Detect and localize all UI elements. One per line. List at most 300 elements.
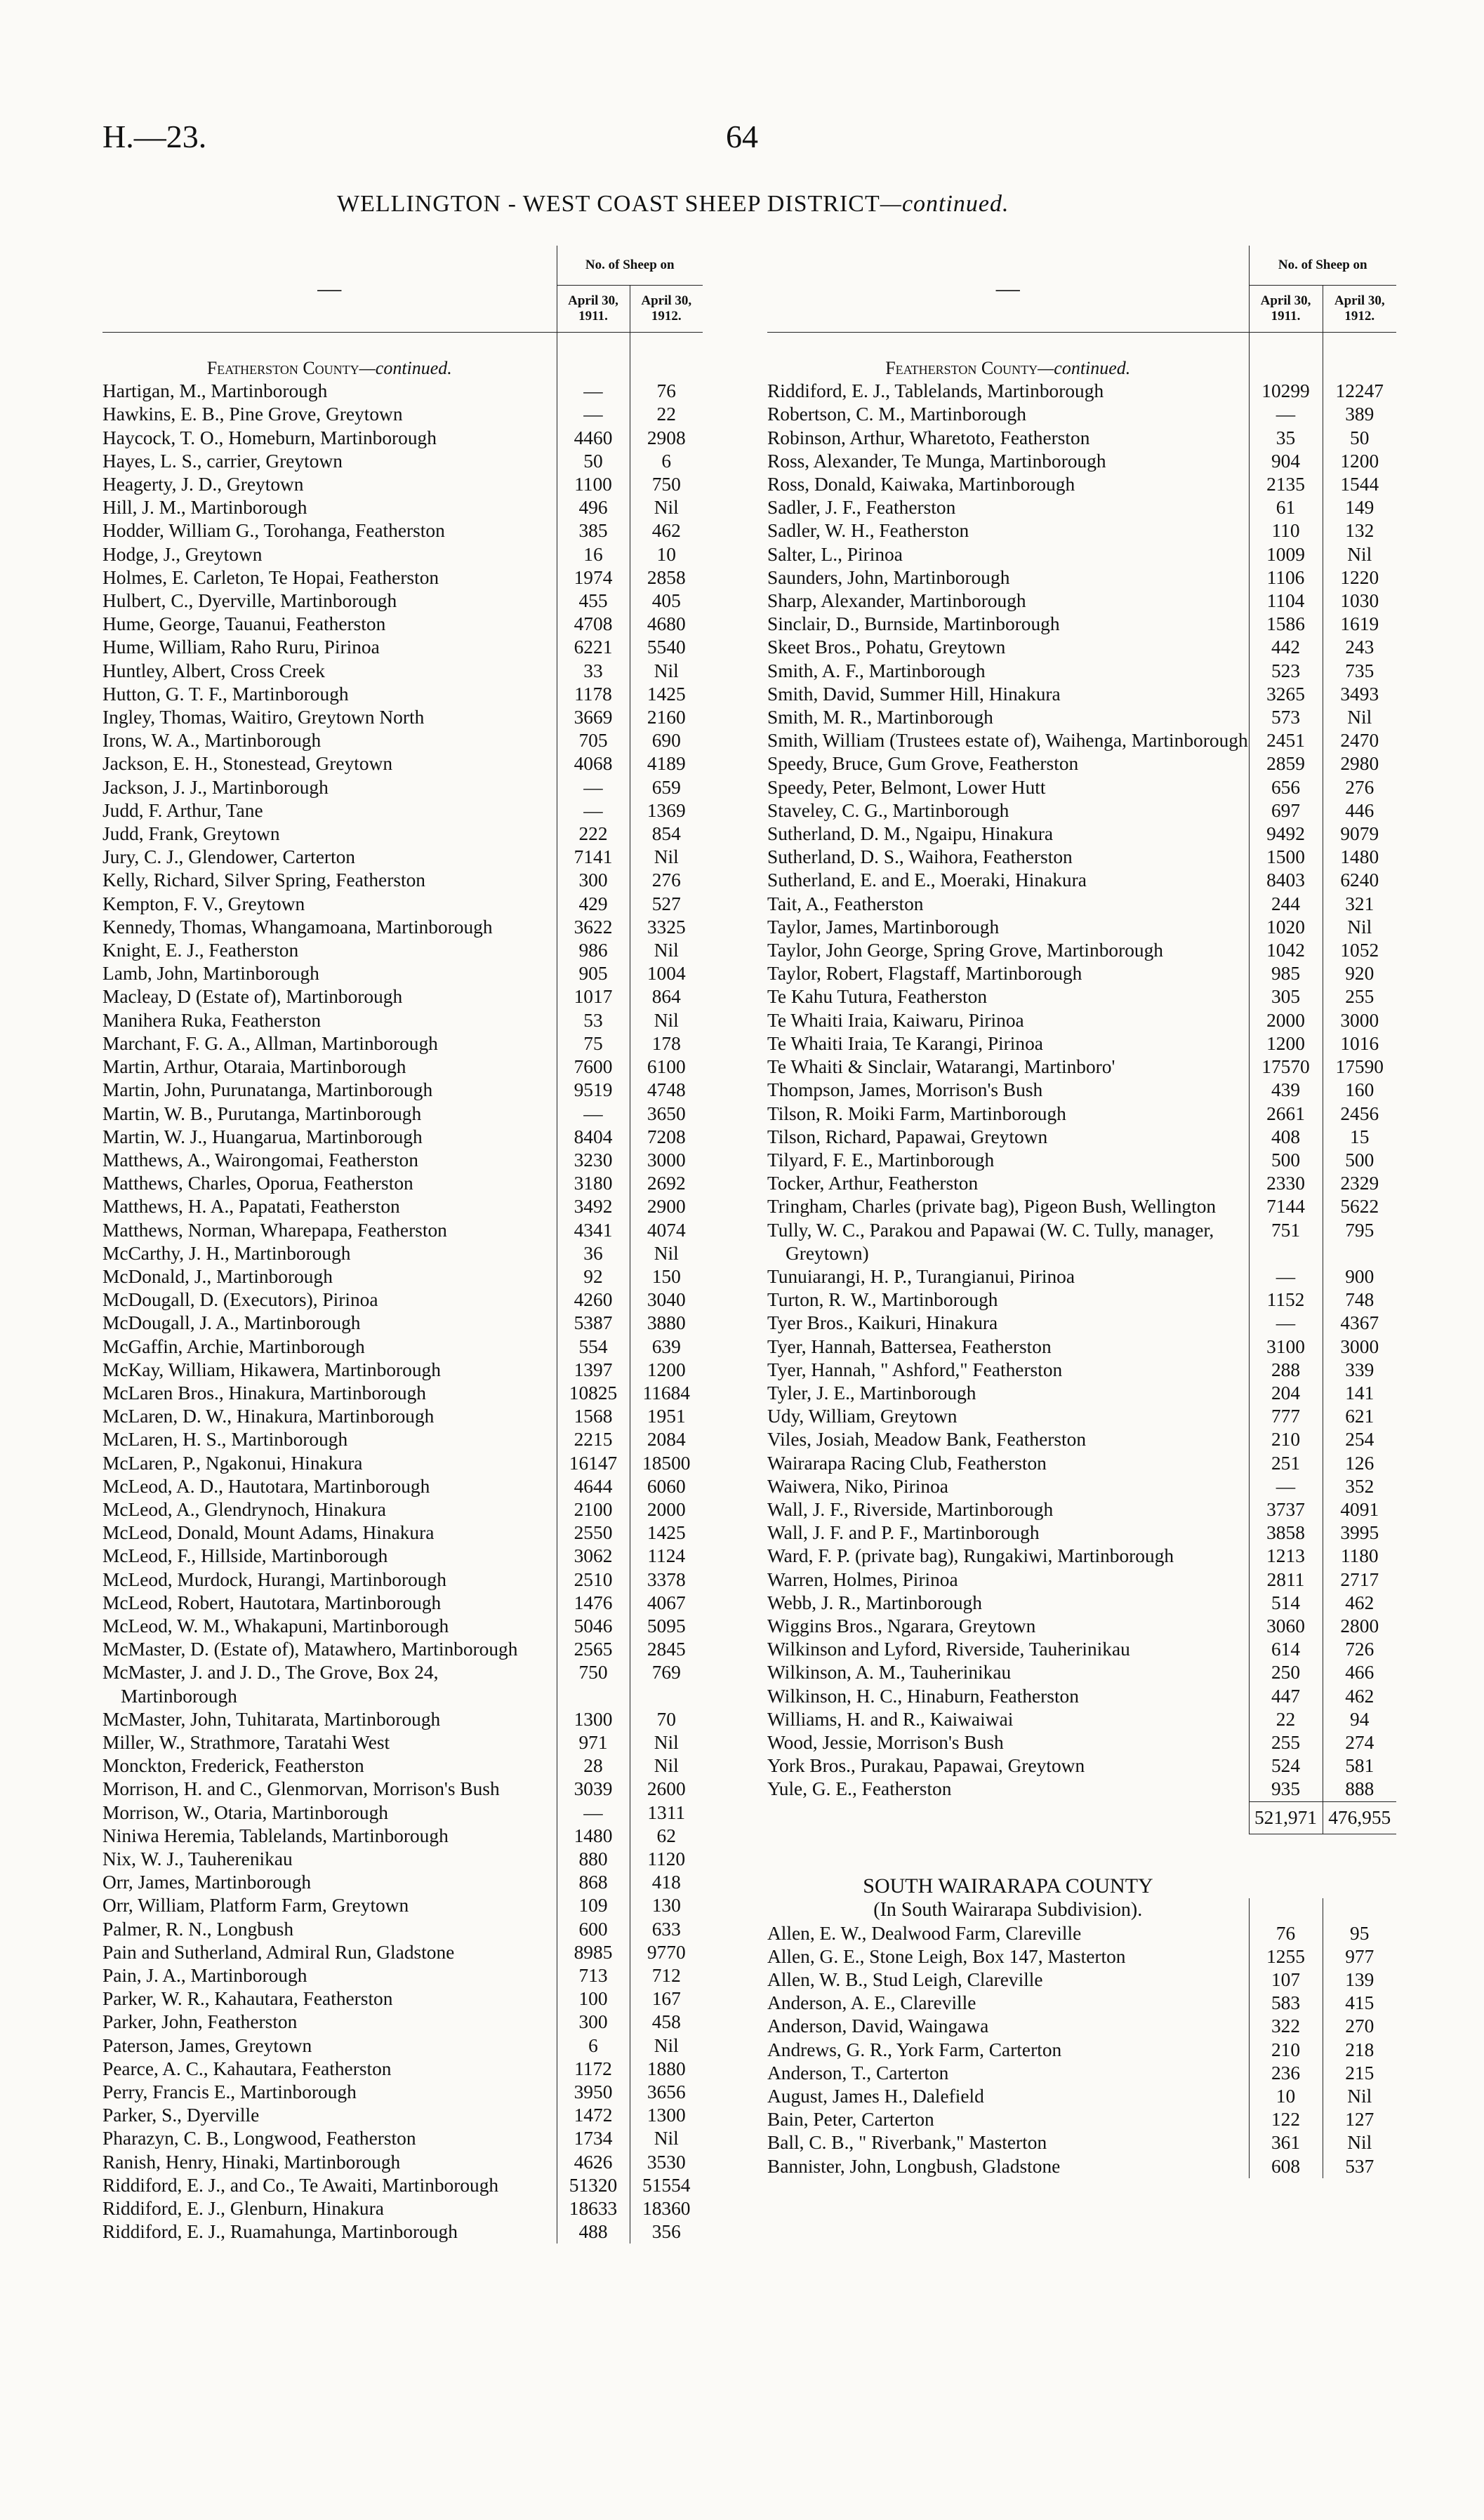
table-row: [767, 1545, 1396, 1568]
table-row: [102, 1312, 703, 1335]
owner-name: Morrison, H. and C., Glenmorvan, Morrison's Bush: [102, 1778, 500, 1800]
sheep-1912: 51554: [630, 2174, 703, 2197]
owner-name: Riddiford, E. J., and Co., Te Awaiti, Martinborough: [102, 2174, 499, 2196]
sheep-1911: 442: [1249, 636, 1323, 659]
total-row: [767, 1801, 1396, 1834]
sheep-1911: 429: [557, 893, 630, 916]
sheep-1911: 2135: [1249, 473, 1323, 496]
owner-name: Skeet Bros., Pohatu, Greytown: [767, 636, 1006, 658]
sheep-1911: 439: [1249, 1079, 1323, 1102]
sheep-1912: 462: [630, 519, 703, 542]
owner-name: Yule, G. E., Featherston: [767, 1778, 952, 1800]
owner-name: Hulbert, C., Dyerville, Martinborough: [102, 590, 397, 612]
sheep-1911: 2550: [557, 1521, 630, 1545]
owner-name: Niniwa Heremia, Tablelands, Martinborough: [102, 1825, 449, 1846]
sheep-1912: 149: [1323, 496, 1396, 519]
owner-name: Tully, W. C., Parakou and Papawai (W. C. Tully, manager, Greytown): [767, 1219, 1214, 1264]
sheep-1911: 16147: [557, 1452, 630, 1475]
sheep-1911: 8404: [557, 1126, 630, 1149]
owner-name: Sutherland, D. M., Ngaipu, Hinakura: [767, 823, 1053, 845]
table-row: [767, 519, 1396, 542]
table-row: [767, 1102, 1396, 1126]
table-row: [767, 427, 1396, 450]
county-heading-row: [767, 1834, 1396, 1898]
sheep-1912: 581: [1323, 1754, 1396, 1778]
owner-name: Heagerty, J. D., Greytown: [102, 474, 304, 495]
sheep-1912: 132: [1323, 519, 1396, 542]
sheep-1911: 251: [1249, 1452, 1323, 1475]
table-row: [102, 1568, 703, 1592]
sheep-1911: 1178: [557, 683, 630, 706]
sheep-1912: 4074: [630, 1219, 703, 1242]
table-row: [102, 985, 703, 1008]
table-row: [767, 2108, 1396, 2131]
table-row: [767, 706, 1396, 729]
sheep-1911: 935: [1249, 1778, 1323, 1801]
owner-name: Andrews, G. R., York Farm, Carterton: [767, 2039, 1062, 2060]
sheep-1912: 4067: [630, 1592, 703, 1615]
sheep-1912: 659: [630, 776, 703, 799]
sheep-1911: 3062: [557, 1545, 630, 1568]
owner-name: Te Whaiti Iraia, Kaiwaru, Pirinoa: [767, 1009, 1024, 1031]
table-row: [102, 1219, 703, 1242]
table-row: [767, 1055, 1396, 1079]
table-row: [767, 1778, 1396, 1801]
owner-name: Lamb, John, Martinborough: [102, 963, 319, 985]
sheep-1912: 1016: [1323, 1032, 1396, 1055]
table-row: [102, 1265, 703, 1288]
table-row: [767, 403, 1396, 426]
sheep-1912: 712: [630, 1964, 703, 1987]
sheep-1912: 415: [1323, 1992, 1396, 2015]
owner-name: Williams, H. and R., Kaiwaiwai: [767, 1708, 1014, 1730]
sheep-1912: 22: [630, 403, 703, 426]
right-table: [767, 246, 1396, 2178]
owner-name: Bain, Peter, Carterton: [767, 2109, 934, 2131]
sheep-1912: 1369: [630, 799, 703, 822]
table-row: [767, 1475, 1396, 1498]
sheep-1911: 1472: [557, 2104, 630, 2127]
sheep-1912: 276: [1323, 776, 1396, 799]
owner-name: Anderson, A. E., Clareville: [767, 1992, 976, 2014]
owner-name: Tringham, Charles (private bag), Pigeon Bush, Wellington: [767, 1196, 1217, 1218]
table-row: [767, 683, 1396, 706]
sheep-1912: Nil: [630, 846, 703, 869]
sheep-1911: 8985: [557, 1941, 630, 1964]
sheep-1911: 3858: [1249, 1521, 1323, 1545]
owner-name: Taylor, John George, Spring Grove, Martinborough: [767, 940, 1163, 961]
sheep-1911: 2451: [1249, 729, 1323, 752]
sheep-1912: 2845: [630, 1638, 703, 1661]
table-row: [102, 2081, 703, 2104]
section-heading: Featherston County—continued.: [885, 358, 1131, 378]
owner-name: Thompson, James, Morrison's Bush: [767, 1079, 1043, 1101]
owner-name: Allen, W. B., Stud Leigh, Clareville: [767, 1968, 1043, 1990]
table-row: [102, 1638, 703, 1661]
owner-name: McDonald, J., Martinborough: [102, 1265, 333, 1287]
owner-name: Tilson, Richard, Papawai, Greytown: [767, 1126, 1048, 1147]
table-row: [767, 2062, 1396, 2085]
owner-name: August, James H., Dalefield: [767, 2085, 984, 2107]
title-main: WELLINGTON - WEST COAST SHEEP DISTRICT: [337, 191, 880, 217]
sheep-1912: 126: [1323, 1452, 1396, 1475]
sheep-1911: 656: [1249, 776, 1323, 799]
owner-name: McGaffin, Archie, Martinborough: [102, 1335, 365, 1357]
sheep-1911: 76: [1249, 1922, 1323, 1945]
sheep-1911: 110: [1249, 519, 1323, 542]
table-row: [767, 1172, 1396, 1195]
table-row: [767, 1288, 1396, 1312]
sheep-1912: 3650: [630, 1102, 703, 1126]
table-row: [767, 1359, 1396, 1382]
owner-name: Tilyard, F. E., Martinborough: [767, 1149, 995, 1171]
sheep-1911: 2510: [557, 1568, 630, 1592]
sheep-1911: 1734: [557, 2127, 630, 2150]
sheep-1912: 167: [630, 1987, 703, 2011]
name-column-header: —: [767, 246, 1249, 333]
owner-name: Tyer Bros., Kaikuri, Hinakura: [767, 1312, 998, 1334]
owner-name: Tilson, R. Moiki Farm, Martinborough: [767, 1102, 1066, 1124]
sheep-1911: 4460: [557, 427, 630, 450]
table-row: [767, 2039, 1396, 2062]
owner-name: McLeod, Murdock, Hurangi, Martinborough: [102, 1568, 446, 1590]
sheep-1912: 3000: [1323, 1009, 1396, 1032]
table-row: [767, 1428, 1396, 1451]
owner-name: McLeod, A., Glendrynoch, Hinakura: [102, 1498, 386, 1520]
owner-name: McKay, William, Hikawera, Martinborough: [102, 1359, 441, 1380]
sheep-1911: 904: [1249, 450, 1323, 473]
table-row: [767, 450, 1396, 473]
sheep-1912: 6: [630, 450, 703, 473]
sheep-1912: 2717: [1323, 1568, 1396, 1592]
owner-name: Wilkinson and Lyford, Riverside, Tauherinikau: [767, 1639, 1130, 1660]
sheep-1912: 864: [630, 985, 703, 1008]
owner-name: Riddiford, E. J., Ruamahunga, Martinborough: [102, 2221, 458, 2243]
sheep-1911: 2100: [557, 1498, 630, 1521]
sheep-1911: 361: [1249, 2131, 1323, 2154]
sheep-1912: 1124: [630, 1545, 703, 1568]
table-row: [102, 1359, 703, 1382]
sheep-count-group-header: No. of Sheep on: [1249, 246, 1396, 286]
owner-name: Wiggins Bros., Ngarara, Greytown: [767, 1615, 1036, 1636]
sheep-1912: 458: [630, 2011, 703, 2034]
owner-name: Hutton, G. T. F., Martinborough: [102, 683, 349, 705]
sheep-1912: 1220: [1323, 566, 1396, 589]
sheep-1911: 53: [557, 1009, 630, 1032]
sheep-1911: 614: [1249, 1638, 1323, 1661]
table-row: [767, 496, 1396, 519]
owner-name: Perry, Francis E., Martinborough: [102, 2081, 357, 2103]
sheep-1911: 3492: [557, 1195, 630, 1218]
section-heading-row: [767, 333, 1396, 380]
owner-name: Taylor, Robert, Flagstaff, Martinborough: [767, 963, 1082, 985]
table-row: [102, 729, 703, 752]
owner-name: Viles, Josiah, Meadow Bank, Featherston: [767, 1429, 1087, 1451]
table-row: [767, 380, 1396, 403]
sheep-1912: 255: [1323, 985, 1396, 1008]
sheep-1912: 9770: [630, 1941, 703, 1964]
sheep-1912: 2470: [1323, 729, 1396, 752]
owner-name: McMaster, D. (Estate of), Matawhero, Martinborough: [102, 1639, 518, 1660]
owner-name: Holmes, E. Carleton, Te Hopai, Featherston: [102, 566, 439, 588]
sheep-1911: 455: [557, 589, 630, 613]
sheep-1911: 523: [1249, 660, 1323, 683]
table-row: [102, 380, 703, 403]
table-row: [102, 496, 703, 519]
table-row: [767, 473, 1396, 496]
table-row: [767, 916, 1396, 939]
table-row: [102, 752, 703, 775]
table-row: [102, 450, 703, 473]
sheep-1911: 5387: [557, 1312, 630, 1335]
sheep-1911: 7600: [557, 1055, 630, 1079]
table-row: [767, 985, 1396, 1008]
sheep-1911: 51320: [557, 2174, 630, 2197]
sheep-1911: 33: [557, 660, 630, 683]
table-row: [102, 2034, 703, 2058]
sheep-1912: 446: [1323, 799, 1396, 822]
owner-name: Anderson, David, Waingawa: [767, 2015, 989, 2037]
table-row: [102, 1661, 703, 1707]
table-row: [767, 1592, 1396, 1615]
owner-name: Martin, W. J., Huangarua, Martinborough: [102, 1126, 423, 1147]
left-table: [102, 246, 703, 2244]
sheep-1912: Nil: [1323, 2085, 1396, 2108]
owner-name: McLeod, Donald, Mount Adams, Hinakura: [102, 1522, 435, 1544]
sheep-1912: Nil: [1323, 2131, 1396, 2154]
owner-name: Paterson, James, Greytown: [102, 2034, 312, 2056]
owner-name: Waiwera, Niko, Pirinoa: [767, 1475, 948, 1497]
table-row: [767, 1079, 1396, 1102]
owner-name: Palmer, R. N., Longbush: [102, 1918, 294, 1940]
sheep-1912: 3493: [1323, 683, 1396, 706]
sheep-1912: 1619: [1323, 613, 1396, 636]
sheep-1912: 160: [1323, 1079, 1396, 1102]
sheep-1911: 6221: [557, 636, 630, 659]
sheep-1911: 107: [1249, 1968, 1323, 1992]
sheep-1912: 70: [630, 1708, 703, 1731]
sheep-1912: 1030: [1323, 589, 1396, 613]
sheep-1912: 352: [1323, 1475, 1396, 1498]
owner-name: Matthews, A., Wairongomai, Featherston: [102, 1149, 418, 1171]
owner-name: Hartigan, M., Martinborough: [102, 380, 328, 402]
sheep-1912: 6100: [630, 1055, 703, 1079]
sheep-1912: Nil: [630, 1754, 703, 1778]
owner-name: Staveley, C. G., Martinborough: [767, 799, 1009, 821]
owner-name: Bannister, John, Longbush, Gladstone: [767, 2155, 1061, 2177]
owner-name: Pearce, A. C., Kahautara, Featherston: [102, 2058, 392, 2079]
table-row: [767, 1195, 1396, 1218]
sheep-1911: 3622: [557, 916, 630, 939]
table-row: [102, 869, 703, 892]
table-row: [102, 2174, 703, 2197]
table-row: [767, 776, 1396, 799]
sheep-1911: 222: [557, 822, 630, 846]
table-row: [102, 1754, 703, 1778]
table-row: [767, 1405, 1396, 1428]
sheep-1912: 243: [1323, 636, 1396, 659]
owner-name: McLeod, F., Hillside, Martinborough: [102, 1545, 388, 1567]
sheep-1911: 92: [557, 1265, 630, 1288]
sheep-1911: 1476: [557, 1592, 630, 1615]
owner-name: Martin, W. B., Purutanga, Martinborough: [102, 1102, 422, 1124]
table-row: [767, 2085, 1396, 2108]
table-row: [767, 822, 1396, 846]
sheep-1912: 2456: [1323, 1102, 1396, 1126]
sheep-1912: 977: [1323, 1945, 1396, 1968]
table-row: [767, 799, 1396, 822]
table-row: [102, 1428, 703, 1451]
sheep-1911: 236: [1249, 2062, 1323, 2085]
owner-name: Speedy, Bruce, Gum Grove, Featherston: [767, 753, 1079, 775]
sheep-1912: 141: [1323, 1382, 1396, 1405]
table-row: [102, 1149, 703, 1172]
sheep-1912: 2160: [630, 706, 703, 729]
sheep-1912: 10: [630, 543, 703, 566]
table-row: [102, 1825, 703, 1848]
table-row: [102, 916, 703, 939]
table-row: [102, 566, 703, 589]
sheep-1911: 583: [1249, 1992, 1323, 2015]
owner-name: Anderson, T., Carterton: [767, 2062, 949, 2084]
sheep-1912: 2900: [630, 1195, 703, 1218]
sheep-1911: 255: [1249, 1731, 1323, 1754]
owner-name: York Bros., Purakau, Papawai, Greytown: [767, 1755, 1085, 1777]
table-row: [102, 1288, 703, 1312]
table-row: [102, 1708, 703, 1731]
table-row: [102, 893, 703, 916]
table-row: [102, 776, 703, 799]
sheep-1911: 1104: [1249, 589, 1323, 613]
sheep-1911: 36: [557, 1242, 630, 1265]
owner-name: Hume, William, Raho Ruru, Pirinoa: [102, 636, 380, 658]
sheep-1911: 1586: [1249, 613, 1323, 636]
sheep-1911: 1213: [1249, 1545, 1323, 1568]
table-row: [767, 846, 1396, 869]
sheep-1912: 2329: [1323, 1172, 1396, 1195]
sheep-1912: 150: [630, 1265, 703, 1288]
sheep-1912: 1311: [630, 1801, 703, 1825]
owner-name: Warren, Holmes, Pirinoa: [767, 1568, 958, 1590]
sheep-1911: 300: [557, 2011, 630, 2034]
sheep-1912: 1120: [630, 1848, 703, 1871]
table-row: [102, 799, 703, 822]
sheep-1912: 1425: [630, 683, 703, 706]
sheep-1912: 537: [1323, 2155, 1396, 2178]
table-row: [767, 1638, 1396, 1661]
sheep-1911: 2565: [557, 1638, 630, 1661]
sheep-1911: 1106: [1249, 566, 1323, 589]
table-row: [102, 1871, 703, 1894]
owner-name: Te Whaiti & Sinclair, Watarangi, Martinboro': [767, 1056, 1115, 1078]
sheep-1911: 2859: [1249, 752, 1323, 775]
sheep-1911: 986: [557, 939, 630, 962]
column-header-1911: April 30, 1911.: [557, 286, 630, 333]
sheep-1911: 109: [557, 1894, 630, 1917]
owner-name: McLeod, A. D., Hautotara, Martinborough: [102, 1475, 430, 1497]
sheep-1912: 500: [1323, 1149, 1396, 1172]
table-row: [102, 2011, 703, 2034]
sheep-1911: 61: [1249, 496, 1323, 519]
owner-name: Orr, James, Martinborough: [102, 1872, 312, 1893]
sheep-1912: 2000: [630, 1498, 703, 1521]
sheep-1911: 7141: [557, 846, 630, 869]
table-row: [102, 613, 703, 636]
sheep-1911: 10299: [1249, 380, 1323, 403]
owner-name: Irons, W. A., Martinborough: [102, 730, 322, 752]
owner-name: Kelly, Richard, Silver Spring, Featherston: [102, 869, 425, 891]
table-row: [767, 1149, 1396, 1172]
sheep-1912: 4680: [630, 613, 703, 636]
sheep-1912: 462: [1323, 1592, 1396, 1615]
sheep-1911: 3265: [1249, 683, 1323, 706]
owner-name: Nix, W. J., Tauherenikau: [102, 1848, 293, 1869]
sheep-1912: 18500: [630, 1452, 703, 1475]
page-number: 64: [726, 119, 758, 154]
sheep-1911: 16: [557, 543, 630, 566]
owner-name: Ranish, Henry, Hinaki, Martinborough: [102, 2151, 401, 2173]
sheep-1911: —: [557, 1801, 630, 1825]
sheep-1912: 3995: [1323, 1521, 1396, 1545]
sheep-1912: 2600: [630, 1778, 703, 1801]
table-row: [767, 1685, 1396, 1708]
sheep-1911: 305: [1249, 985, 1323, 1008]
sheep-1912: 4748: [630, 1079, 703, 1102]
column-header-1912: April 30, 1912.: [1323, 286, 1396, 333]
sheep-1912: Nil: [630, 2034, 703, 2058]
table-row: [102, 403, 703, 426]
sheep-1911: 10825: [557, 1382, 630, 1405]
sheep-1911: 3039: [557, 1778, 630, 1801]
table-row: [767, 1922, 1396, 1945]
owner-name: Matthews, Charles, Oporua, Featherston: [102, 1173, 413, 1194]
table-row: [102, 1918, 703, 1941]
table-row: [102, 1894, 703, 1917]
sheep-1912: Nil: [630, 2127, 703, 2150]
sheep-1911: 17570: [1249, 1055, 1323, 1079]
owner-name: Monckton, Frederick, Featherston: [102, 1755, 364, 1777]
table-row: [102, 962, 703, 985]
sheep-1911: 1500: [1249, 846, 1323, 869]
sheep-1912: 900: [1323, 1265, 1396, 1288]
owner-name: Riddiford, E. J., Glenburn, Hinakura: [102, 2198, 384, 2220]
table-row: [102, 1964, 703, 1987]
sheep-1911: 971: [557, 1731, 630, 1754]
table-row: [102, 473, 703, 496]
table-row: [767, 1968, 1396, 1992]
sheep-1912: Nil: [630, 496, 703, 519]
table-row: [767, 566, 1396, 589]
sheep-1911: 2811: [1249, 1568, 1323, 1592]
owner-name: Turton, R. W., Martinborough: [767, 1289, 998, 1311]
sheep-1912: 356: [630, 2220, 703, 2244]
owner-name: Ross, Donald, Kaiwaka, Martinborough: [767, 474, 1075, 495]
owner-name: Kempton, F. V., Greytown: [102, 893, 305, 914]
sheep-1912: 127: [1323, 2108, 1396, 2131]
table-row: [102, 1009, 703, 1032]
table-row: [767, 729, 1396, 752]
table-row: [102, 1987, 703, 2011]
sheep-1912: 5622: [1323, 1195, 1396, 1218]
sheep-1912: 15: [1323, 1126, 1396, 1149]
owner-name: Ingley, Thomas, Waitiro, Greytown North: [102, 707, 425, 728]
sheep-1912: 920: [1323, 962, 1396, 985]
table-row: [102, 1242, 703, 1265]
sheep-1912: 17590: [1323, 1055, 1396, 1079]
sheep-1911: 4260: [557, 1288, 630, 1312]
sheep-1912: 95: [1323, 1922, 1396, 1945]
owner-name: Jackson, E. H., Stonestead, Greytown: [102, 753, 393, 775]
